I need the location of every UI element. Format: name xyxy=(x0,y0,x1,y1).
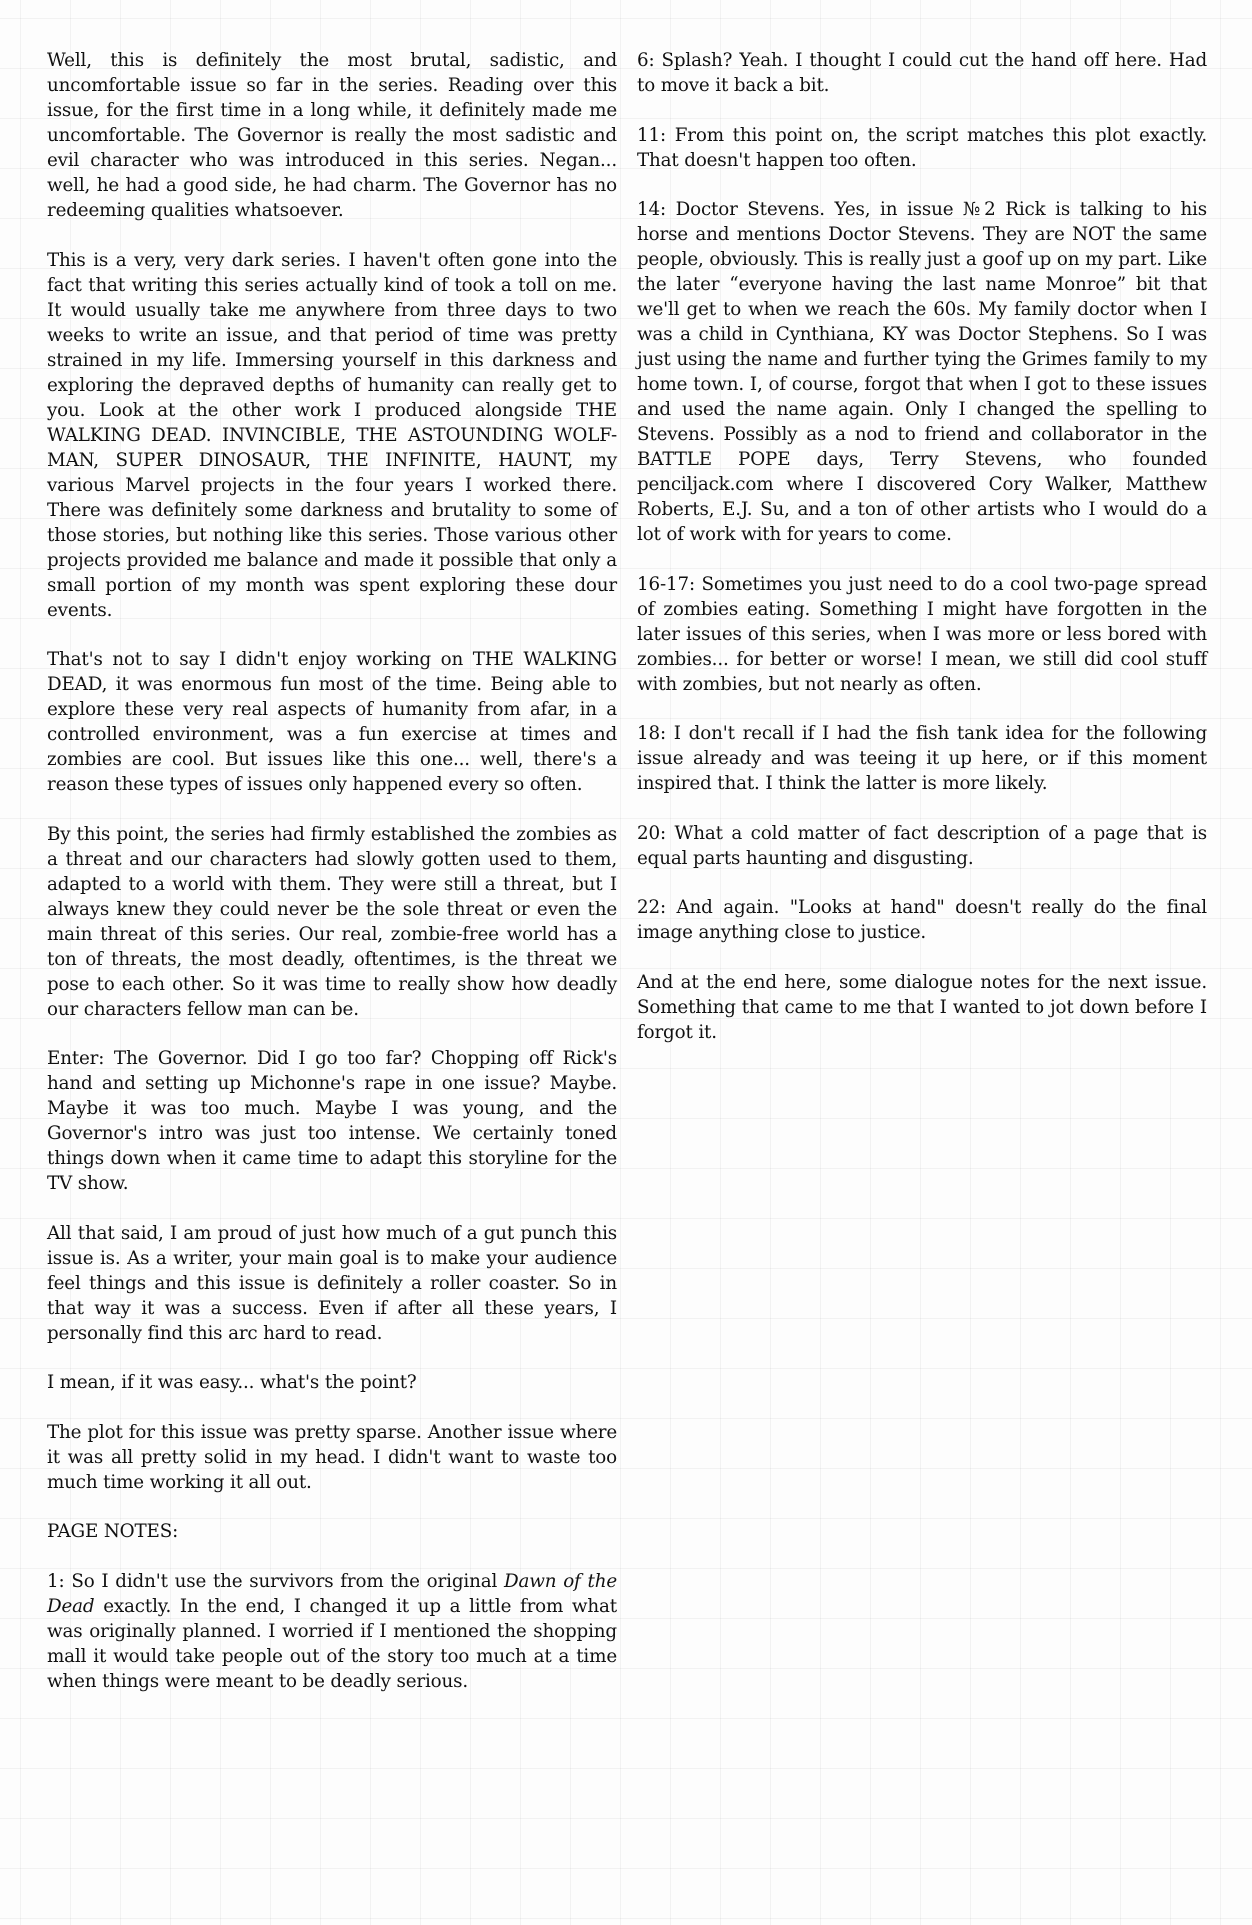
page-note-1 xyxy=(47,1569,617,1694)
page-note-20: 20: What a cold matter of fact description of a page that is equal parts haunting and disgusting. xyxy=(637,822,1207,869)
paragraph: This is a very, very dark series. I haven't often gone into the fact that writing this series actually kind of took a toll on me. It would usually take me anywhere from three days to two weeks to write an issue, and that period of time was pretty strained in my life. Immersing yourself in this darkness and exploring the depraved depths of humanity can really get to you. Look at the other work I produced alongside THE WALKING DEAD. INVINCIBLE, THE ASTOUNDING WOLF-MAN, SUPER DINOSAUR, THE INFINITE, HAUNT, my various Marvel projects in the four years I worked there. There was definitely some darkness and brutality to some of those stories, but nothing like this series. Those various other projects provided me balance and made it possible that only a small portion of my month was spent exploring these dour events. xyxy=(47,249,617,621)
page-note-18: 18: I don't recall if I had the fish tank idea for the following issue already and was teeing it up here, or if this moment inspired that. I think the latter is more likely. xyxy=(637,723,1207,794)
paragraph: That's not to say I didn't enjoy working on THE WALKING DEAD, it was enormous fun most of the time. Being able to explore these very real aspects of humanity from afar, in a controlled environment, was a fun exercise at times and zombies are cool. But issues like this one... well, there's a reason these types of issues only happened every so often. xyxy=(47,649,617,795)
paragraph: I mean, if it was easy... what's the point? xyxy=(47,1372,417,1393)
paragraph: The plot for this issue was pretty sparse. Another issue where it was all pretty solid in my head. I didn't want to waste too much time working it all out. xyxy=(47,1421,617,1493)
page-note-16-17: 16-17: Sometimes you just need to do a cool two-page spread of zombies eating. Something I might have forgotten in the later issues of this series, when I was more or less bored with zombies... for better or worse! I mean, we still did cool stuff with zombies, but not nearly as often. xyxy=(637,573,1207,695)
page-note-22: 22: And again. "Looks at hand" doesn't really do the final image anything close to justice. xyxy=(637,897,1207,943)
article-page xyxy=(47,48,1207,1718)
paragraph: All that said, I am proud of just how much of a gut punch this issue is. As a writer, your main goal is to make your audience feel things and this issue is definitely a roller coaster. So in that way it was a success. Even if after all these years, I personally find this arc hard to read. xyxy=(47,1222,617,1344)
page-note-6: 6: Splash? Yeah. I thought I could cut the hand off here. Had to move it back a bit. xyxy=(637,50,1207,96)
page-note-11: 11: From this point on, the script matches this plot exactly. That doesn't happen too often. xyxy=(637,124,1207,171)
note-text: exactly. In the end, I changed it up a little from what was originally planned. I worried if I mentioned the shopping mall it would take people out of the story too much at a time when things were meant to be deadly serious. xyxy=(47,1595,617,1692)
paragraph: By this point, the series had firmly established the zombies as a threat and our characters had slowly gotten used to them, adapted to a world with them. They were still a threat, but I always knew they could never be the sole threat or even the main threat of this series. Our real, zombie-free world has a ton of threats, the most deadly, oftentimes, is the threat we pose to each other. So it was time to really show how deadly our characters fellow man can be. xyxy=(47,823,617,1020)
paragraph: Well, this is definitely the most brutal, sadistic, and uncomfortable issue so far in the series. Reading over this issue, for the first time in a long while, it definitely made me uncomfortable. The Governor is really the most sadistic and evil character who was introduced in this series. Negan... well, he had a good side, he had charm. The Governor has no redeeming qualities whatsoever. xyxy=(47,50,617,221)
right-column xyxy=(637,48,1207,1718)
closing-paragraph: And at the end here, some dialogue notes for the next issue. Something that came to me that I wanted to jot down before I forgot it. xyxy=(637,971,1207,1043)
note-text: 1: So I didn't use the survivors from the original xyxy=(47,1570,504,1592)
paragraph: Enter: The Governor. Did I go too far? Chopping off Rick's hand and setting up Michonne's rape in one issue? Maybe. Maybe it was too much. Maybe I was young, and the Governor's intro was just too intense. We certainly toned things down when it came time to adapt this storyline for the TV show. xyxy=(47,1048,617,1194)
left-column xyxy=(47,48,617,1718)
page-notes-heading: PAGE NOTES: xyxy=(47,1521,179,1542)
page-note-14: 14: Doctor Stevens. Yes, in issue №2 Rick is talking to his horse and mentions Doctor Stevens. They are NOT the same people, obviously. This is really just a goof up on my part. Like the later “everyone having the last name Monroe” bit that we'll get to when we reach the 60s. My family doctor when I was a child in Cynthiana, KY was Doctor Stephens. So I was just using the name and further tying the Grimes family to my home town. I, of course, forgot that when I got to these issues and used the name again. Only I changed the spelling to Stevens. Possibly as a nod to friend and collaborator in the BATTLE POPE days, Terry Stevens, who founded penciljack.com where I discovered Cory Walker, Matthew Roberts, E.J. Su, and a ton of other artists who I would do a lot of work with for years to come. xyxy=(637,199,1207,545)
film-title: Dawn of the Dead xyxy=(47,1570,617,1617)
